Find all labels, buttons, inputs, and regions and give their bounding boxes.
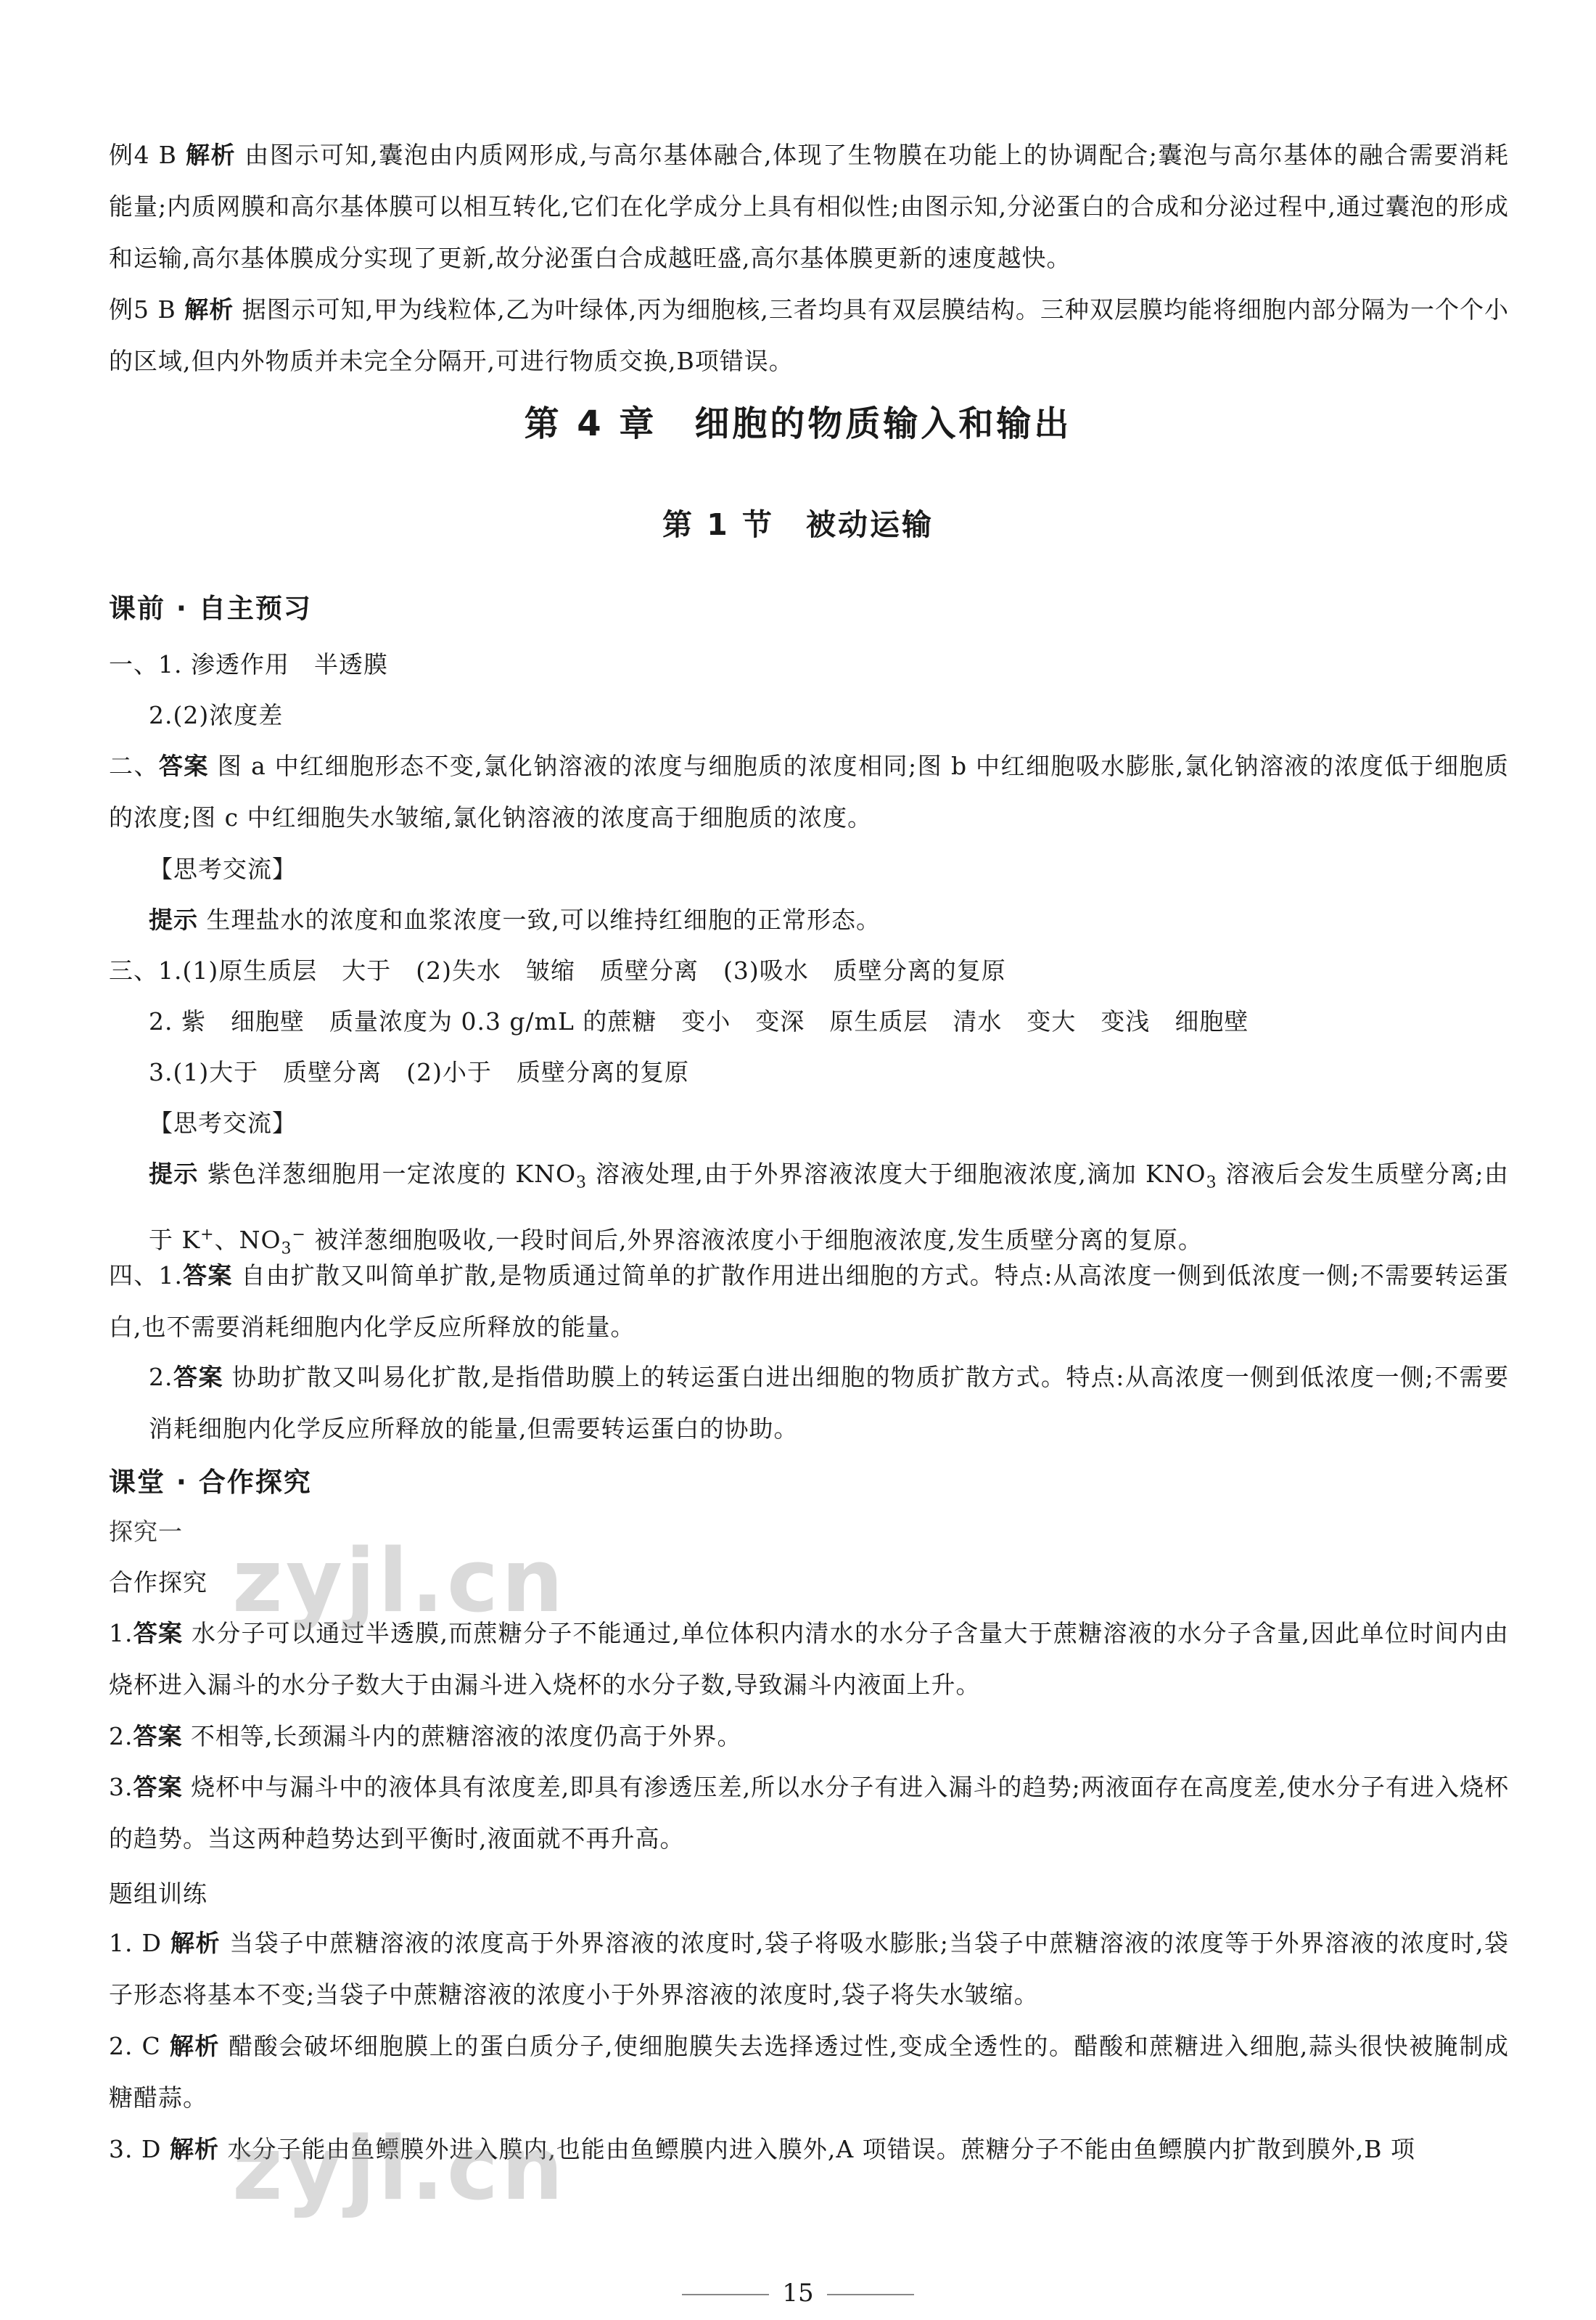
coop-answer-2: 2.答案 不相等,长颈漏斗内的蔗糖溶液的浓度仍高于外界。: [109, 1722, 742, 1750]
drill-answer-3: 3. D 解析 水分子能由鱼鳔膜外进入膜内,也能由鱼鳔膜内进入膜外,A 项错误。蔗糖分子不能由鱼鳔膜内扩散到膜外,B 项: [109, 2135, 1415, 2163]
preview-item-1: 一、1. 渗透作用 半透膜: [109, 650, 388, 679]
preview-item-2: 2.(2)浓度差: [149, 701, 284, 729]
preview-item-6: 3.(1)大于 质壁分离 (2)小于 质壁分离的复原: [149, 1058, 689, 1086]
coop-label: 合作探究: [109, 1568, 207, 1596]
analysis-tag: 解析: [169, 2135, 219, 2163]
explore-label: 探究一: [109, 1517, 183, 1546]
drill-label: 题组训练: [109, 1880, 207, 1908]
example-5: [109, 284, 1509, 387]
answer-tag: 答案: [133, 1722, 183, 1750]
analysis-tag: 解析: [170, 1929, 221, 1957]
footer-rule-right: [827, 2294, 914, 2295]
example-label: 例5 B: [109, 295, 176, 324]
hint-1: 提示 生理盐水的浓度和血浆浓度一致,可以维持红细胞的正常形态。: [149, 906, 881, 934]
preview-item-5: 2. 紫 细胞壁 质量浓度为 0.3 g/mL 的蔗糖 变小 变深 原生质层 清水 变大 变浅 细胞壁: [149, 1007, 1249, 1036]
preview-item-3: 二、答案 图 a 中红细胞形态不变,氯化钠溶液的浓度与细胞质的浓度相同;图 b 中红细胞吸水膨胀,氯化钠溶液的浓度低于细胞质的浓度;图 c 中红细胞失水皱缩,氯化钠溶液的浓度高于细胞质的浓度。: [109, 752, 1510, 832]
think-exchange-2: 【思考交流】: [149, 1109, 297, 1137]
preview-heading: 课前 · 自主预习: [109, 593, 312, 624]
example-label: 例4 B: [109, 141, 177, 169]
think-exchange-1: 【思考交流】: [149, 855, 297, 883]
answer-tag: 答案: [133, 1619, 184, 1647]
drill-answer-2: 2. C 解析 醋酸会破坏细胞膜上的蛋白质分子,使细胞膜失去选择透过性,变成全透性的。醋酸和蔗糖进入细胞,蒜头很快被腌制成糖醋蒜。: [109, 2032, 1509, 2112]
watermark-top: zyjl.cn: [232, 1531, 567, 1632]
answer-tag: 答案: [133, 1773, 183, 1801]
classroom-heading: 课堂 · 合作探究: [109, 1467, 312, 1498]
hint-tag: 提示: [149, 1160, 199, 1188]
answer-tag: 答案: [158, 752, 209, 780]
preview-item-7: 四、1.答案 自由扩散又叫简单扩散,是物质通过简单的扩散作用进出细胞的方式。特点:从高浓度一侧到低浓度一侧;不需要转运蛋白,也不需要消耗细胞内化学反应所释放的能量。: [109, 1261, 1509, 1341]
watermark-bottom: zyjl.cn: [232, 2119, 567, 2220]
hint-2: 提示 紫色洋葱细胞用一定浓度的 $KNO_3$ 溶液处理,由于外界溶液浓度大于细胞液浓度,滴加 $KNO_3$ 溶液后会发生质壁分离;由于 K+、$NO_3^-$ 被洋葱细胞吸收,一段时间后,外界溶液浓度小于细胞液浓度,发生质壁分离的复原。: [149, 1160, 1510, 1258]
footer-rule-left: [682, 2294, 769, 2295]
answer-tag: 答案: [182, 1261, 233, 1290]
coop-answer-1: 1.答案 水分子可以通过半透膜,而蔗糖分子不能通过,单位体积内清水的水分子含量大于蔗糖溶液的水分子含量,因此单位时间内由烧杯进入漏斗的水分子数大于由漏斗进入烧杯的水分子数,导致漏斗内液面上升。: [109, 1619, 1509, 1699]
preview-item-8: 2.答案 协助扩散又叫易化扩散,是指借助膜上的转运蛋白进出细胞的物质扩散方式。特点:从高浓度一侧到低浓度一侧;不需要消耗细胞内化学反应所释放的能量,但需要转运蛋白的协助。: [149, 1363, 1510, 1443]
example-text: 由图示可知,囊泡由内质网形成,与高尔基体融合,体现了生物膜在功能上的协调配合;囊泡与高尔基体的融合需要消耗能量;内质网膜和高尔基体膜可以相互转化,它们在化学成分上具有相似性;由图示知,分泌蛋白的合成和分泌过程中,通过囊泡的形成和运输,高尔基体膜成分实现了更新,故分泌蛋白合成越旺盛,高尔基体膜更新的速度越快。: [109, 141, 1509, 272]
analysis-tag: 解析: [185, 141, 236, 169]
example-4: [109, 129, 1509, 284]
drill-answer-1: 1. D 解析 当袋子中蔗糖溶液的浓度高于外界溶液的浓度时,袋子将吸水膨胀;当袋子中蔗糖溶液的浓度等于外界溶液的浓度时,袋子形态将基本不变;当袋子中蔗糖溶液的浓度小于外界溶液的浓度时,袋子将失水皱缩。: [109, 1929, 1509, 2009]
answer-tag: 答案: [173, 1363, 223, 1391]
coop-answer-3: 3.答案 烧杯中与漏斗中的液体具有浓度差,即具有渗透压差,所以水分子有进入漏斗的趋势;两液面存在高度差,使水分子有进入烧杯的趋势。当这两种趋势达到平衡时,液面就不再升高。: [109, 1773, 1509, 1853]
example-text: 据图示可知,甲为线粒体,乙为叶绿体,丙为细胞核,三者均具有双层膜结构。三种双层膜均能将细胞内部分隔为一个个小的区域,但内外物质并未完全分隔开,可进行物质交换,B项错误。: [109, 295, 1509, 375]
hint-tag: 提示: [149, 906, 198, 934]
page-number: 15: [782, 2279, 814, 2308]
section-title: 第 1 节 被动运输: [662, 507, 934, 542]
analysis-tag: 解析: [184, 295, 234, 324]
page-footer: [0, 2279, 1596, 2308]
analysis-tag: 解析: [169, 2032, 221, 2060]
preview-item-4: 三、1.(1)原生质层 大于 (2)失水 皱缩 质壁分离 (3)吸水 质壁分离的复原: [109, 956, 1006, 985]
chapter-title: 第 4 章 细胞的物质输入和输出: [524, 403, 1072, 444]
